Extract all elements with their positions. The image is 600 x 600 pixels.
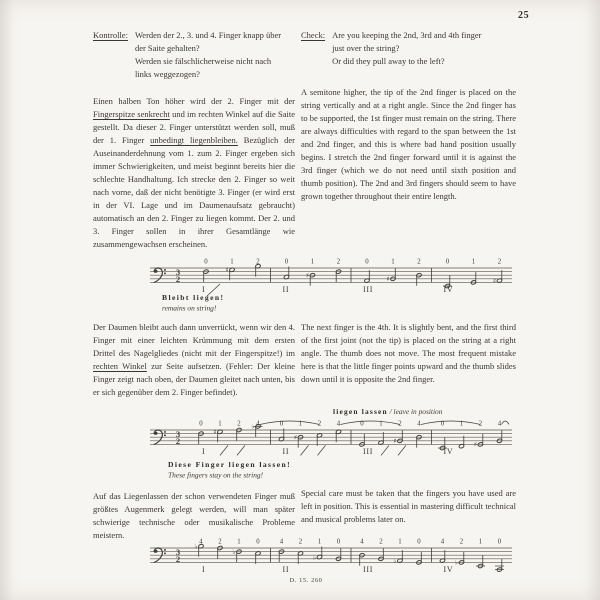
- accidental: ♯: [225, 266, 229, 275]
- hold-slash: [301, 445, 309, 455]
- check-label: Check:: [301, 30, 326, 40]
- accidental: ♭: [194, 542, 198, 551]
- position-numeral: III: [363, 564, 374, 574]
- check-question-1: Are you keeping the 2nd, 3rd and 4th finger just over the string?: [332, 30, 482, 53]
- staff-annotation-sub: remains on string!: [162, 303, 217, 313]
- fingering-number: 2: [218, 538, 222, 546]
- accidental: ♯: [213, 428, 217, 437]
- fingering-number: 4: [417, 420, 421, 428]
- slur: [502, 421, 510, 425]
- paragraph-english-1: [301, 86, 516, 203]
- fingering-number: 0: [256, 538, 260, 546]
- plate-number: D. 15. 260: [289, 577, 323, 584]
- paragraph-german-2: [93, 321, 295, 399]
- time-signature-upper: 3: [175, 267, 181, 277]
- slur: [421, 421, 481, 425]
- fingering-number: 2: [336, 258, 341, 266]
- kontrolle-questions: [135, 29, 287, 81]
- body-text: Der Daumen bleibt auch dann unverrückt, wenn wir den 4. Finger mit einer leichten Krümmung mit dem ersten Drittel des Nagelgliedes (nicht mit der Fingerspitze!) im: [93, 322, 295, 358]
- time-signature-lower: 2: [175, 436, 181, 447]
- accidental: ♯: [492, 276, 497, 285]
- paragraph-german-3: [93, 490, 295, 542]
- fingering-number: 4: [199, 538, 203, 546]
- fingering-number: 4: [279, 538, 284, 546]
- fingering-number: 0: [497, 538, 502, 546]
- fingering-number: 0: [445, 258, 450, 266]
- fingering-number: 1: [237, 538, 241, 546]
- position-numeral: I: [202, 446, 206, 456]
- time-signature-lower: 2: [175, 554, 181, 565]
- kontrolle-label: Kontrolle:: [93, 30, 128, 40]
- hold-slash: [381, 445, 389, 455]
- staff-annotation-main: Bleibt liegen!: [162, 293, 225, 302]
- fingering-number: 0: [199, 420, 203, 428]
- fingering-number: 1: [471, 258, 476, 266]
- staff-top-label: liegen lassen / leave in position: [333, 407, 443, 416]
- fingering-number: 1: [317, 538, 322, 546]
- paragraph-german-1: [93, 95, 295, 251]
- body-text: Einen halben Ton höher wird der 2. Finger mit der: [93, 96, 295, 106]
- body-text: zur Seite aufsetzen. (Fehler: Der kleine Finger zeigt nach oben, der Daumen gleitet nach unten, bis er sich gegenüber dem 2. Finger befindet).: [93, 361, 295, 397]
- underlined-text: Fingerspitze senkrecht: [93, 109, 170, 119]
- paragraph-english-2: [301, 321, 516, 386]
- bass-clef-dot: [164, 431, 166, 433]
- fingering-number: 2: [379, 538, 383, 546]
- hold-slash: [318, 445, 326, 455]
- accidental: ♭: [393, 556, 397, 565]
- bass-clef-dot: [164, 272, 166, 274]
- position-numeral: IV: [443, 284, 454, 294]
- body-text: und im rechten Winkel auf die Saite gestellt. Da dieser 2. Finger unterstützt werden soll, muß der 1. Finger: [93, 109, 295, 145]
- kontrolle-block: [93, 29, 297, 81]
- position-numeral: III: [363, 284, 374, 294]
- underlined-text: rechten Winkel: [93, 361, 147, 371]
- body-text: The next finger is the 4th. It is slightly bent, and the first third of the first joint (not the tip) is placed on the string at a right angle. The thumb does not move. The most frequent mistake here is that the little finger points upward and the thumb slides down until it is opposite the 2nd finger.: [301, 322, 516, 384]
- accidental: ♭: [251, 422, 255, 431]
- music-staff-1: [88, 256, 528, 319]
- fingering-number: 2: [417, 258, 421, 266]
- fingering-number: 1: [218, 420, 222, 428]
- music-staff-3: [88, 537, 528, 582]
- time-signature-lower: 2: [175, 274, 181, 285]
- fingering-number: 1: [398, 538, 402, 546]
- fingering-number: 1: [379, 420, 383, 428]
- staff-annotation-sub: These fingers stay on the string!: [168, 470, 264, 480]
- accidental: ♭: [232, 547, 236, 556]
- slur: [341, 421, 401, 425]
- fingering-number: 1: [478, 538, 483, 546]
- accidental: ♯: [293, 433, 298, 442]
- hold-slash: [398, 445, 406, 455]
- time-signature-upper: 3: [175, 429, 181, 439]
- page-number: 25: [518, 10, 530, 21]
- accidental: ♯: [393, 437, 397, 446]
- fingering-number: 2: [497, 258, 502, 266]
- accidental: ♯: [386, 275, 390, 284]
- fingering-number: 0: [279, 420, 284, 428]
- fingering-number: 0: [360, 420, 364, 428]
- time-signature-upper: 3: [175, 547, 181, 557]
- hold-slash: [237, 445, 245, 455]
- fingering-number: 2: [256, 258, 260, 266]
- position-numeral: I: [202, 564, 206, 574]
- underlined-text: unbedingt liegenbleiben.: [150, 135, 238, 145]
- kontrolle-question-1: Werden der 2., 3. und 4. Finger knapp über der Saite gehalten?: [134, 30, 282, 53]
- bass-clef-dot: [164, 552, 166, 554]
- fingering-number: 4: [497, 420, 502, 428]
- fingering-number: 0: [440, 420, 445, 428]
- paragraph-english-3: [301, 487, 516, 526]
- fingering-number: 4: [336, 420, 341, 428]
- slur: [260, 421, 320, 425]
- fingering-number: 2: [459, 538, 464, 546]
- accidental: ♯: [305, 271, 310, 280]
- body-text: Special care must be taken that the fingers you have used are left in position. This is essential in mastering difficult technical and musical problems later on.: [301, 488, 516, 524]
- position-numeral: II: [282, 284, 290, 294]
- fingering-number: 4: [360, 538, 364, 546]
- position-numeral: IV: [443, 446, 454, 456]
- fingering-number: 0: [336, 538, 341, 546]
- bass-clef-dot: [164, 549, 166, 551]
- staff-annotation-main: Diese Finger liegen lassen!: [168, 460, 292, 469]
- fingering-number: 1: [391, 258, 395, 266]
- position-numeral: IV: [443, 564, 454, 574]
- fingering-number: 2: [478, 420, 483, 428]
- position-numeral: II: [282, 564, 290, 574]
- music-staff-3-svg: [88, 537, 528, 577]
- fingering-number: 0: [417, 538, 421, 546]
- accidental: ♭: [312, 553, 316, 562]
- body-text: Bezüglich der Auseinanderdehnung vom 1. zum 2. Finger ergeben sich immer Schwierigkeiten, und meist beginnt bereits hier die schlechte Handhaltung. Ich strecke den 2. Finger so weit nach vorne, daß der nicht benötigte 3. Finger (er wird erst in der VI. Lage und im Daumenaufsatz gebraucht) automatisch an den 2. Finger zu liegen kommt. Der 2. und 3. Finger sollen in ihrer Gesamtlänge wie zusammengewachsen erscheinen.: [93, 135, 295, 249]
- bass-clef-dot: [164, 434, 166, 436]
- fingering-number: 2: [237, 420, 241, 428]
- fingering-number: 2: [298, 538, 303, 546]
- fingering-number: 4: [440, 538, 445, 546]
- check-block: [301, 29, 516, 68]
- fingering-number: 1: [459, 420, 464, 428]
- fingering-number: 0: [365, 258, 369, 266]
- music-staff-2-svg: [88, 403, 528, 489]
- position-numeral: II: [282, 446, 290, 456]
- position-numeral: III: [363, 446, 374, 456]
- music-staff-2: [88, 403, 528, 494]
- music-staff-1-svg: [88, 256, 528, 314]
- fingering-number: 4: [256, 420, 260, 428]
- accidental: ♯: [473, 440, 478, 449]
- check-question-2: Or did they pull away to the left?: [332, 56, 445, 66]
- fingering-number: 0: [284, 258, 289, 266]
- check-questions: [332, 29, 484, 68]
- position-numeral: I: [202, 284, 206, 294]
- accidental: ♭: [454, 558, 458, 567]
- fingering-number: 2: [317, 420, 322, 428]
- fingering-number: 2: [398, 420, 402, 428]
- bass-clef-dot: [164, 269, 166, 271]
- fingering-number: 1: [230, 258, 234, 266]
- fingering-number: 0: [204, 258, 208, 266]
- body-text: A semitone higher, the tip of the 2nd finger is placed on the string vertically and at a right angle. Since the 2nd finger has to be supported, the 1st finger must remain on the string. There are always difficulties with regard to the span between the 1st and 2nd finger, and this is where bad hand position usually begins. I stretch the 2nd finger forward until it is against the 3rd finger (which we do not need until sixth position and thumb position). The 2nd and 3rd fingers should seem to have grown together throughout their entire length.: [301, 87, 516, 201]
- fingering-number: 1: [298, 420, 303, 428]
- hold-slash: [220, 445, 228, 455]
- body-text: Auf das Liegenlassen der schon verwendeten Finger muß größtes Augenmerk gelegt werden, will man später schwierige technische oder musikalische Probleme meistern.: [93, 491, 295, 540]
- fingering-number: 1: [310, 258, 315, 266]
- kontrolle-question-2: Werden sie fälschlicherweise nicht nach links weggezogen?: [134, 56, 272, 79]
